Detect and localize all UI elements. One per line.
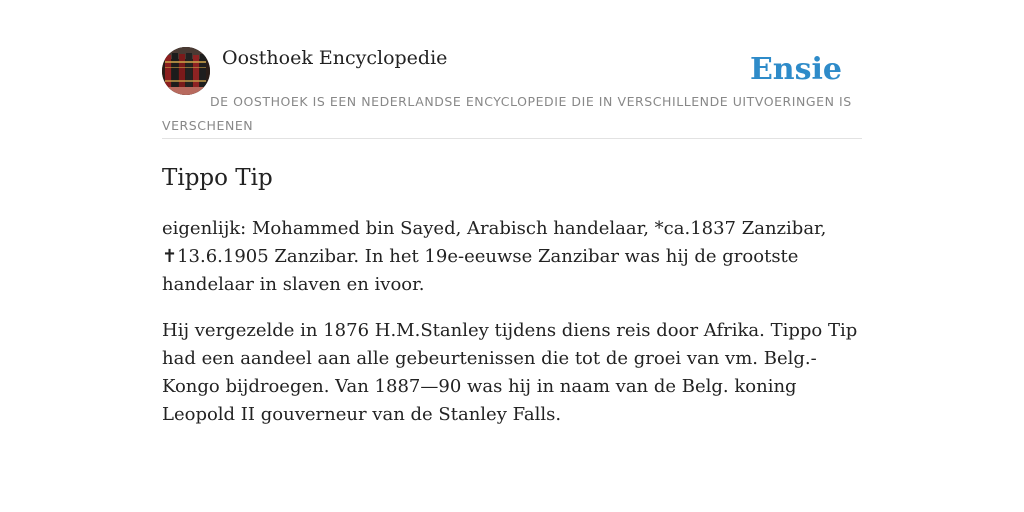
- article-paragraph: Hij vergezelde in 1876 H.M.Stanley tijdens diens reis door Afrika. Tippo Tip had een aandeel aan alle gebeurtenissen die tot de groei van vm. Belg.-Kongo bijdroegen. Van 1887—90 was hij in naam van de Belg. koning Leopold II gouverneur van de Stanley Falls.: [162, 320, 858, 425]
- encyclopedia-books-icon[interactable]: [162, 47, 210, 95]
- site-title[interactable]: Oosthoek Encyclopedie: [222, 47, 448, 69]
- page-container: [162, 46, 862, 429]
- site-description: DE OOSTHOEK IS EEN NEDERLANDSE ENCYCLOPEDIE DIE IN VERSCHILLENDE UITVOERINGEN IS VERSCHENEN: [162, 94, 852, 133]
- brand-logo[interactable]: Ensie: [749, 52, 842, 87]
- site-header: [162, 46, 862, 139]
- article: [162, 163, 862, 429]
- article-title: Tippo Tip: [162, 165, 273, 191]
- article-paragraph: eigenlijk: Mohammed bin Sayed, Arabisch handelaar, *ca.1837 Zanzibar, ✝13.6.1905 Zanzibar. In het 19e-eeuwse Zanzibar was hij de grootste handelaar in slaven en ivoor.: [162, 218, 827, 295]
